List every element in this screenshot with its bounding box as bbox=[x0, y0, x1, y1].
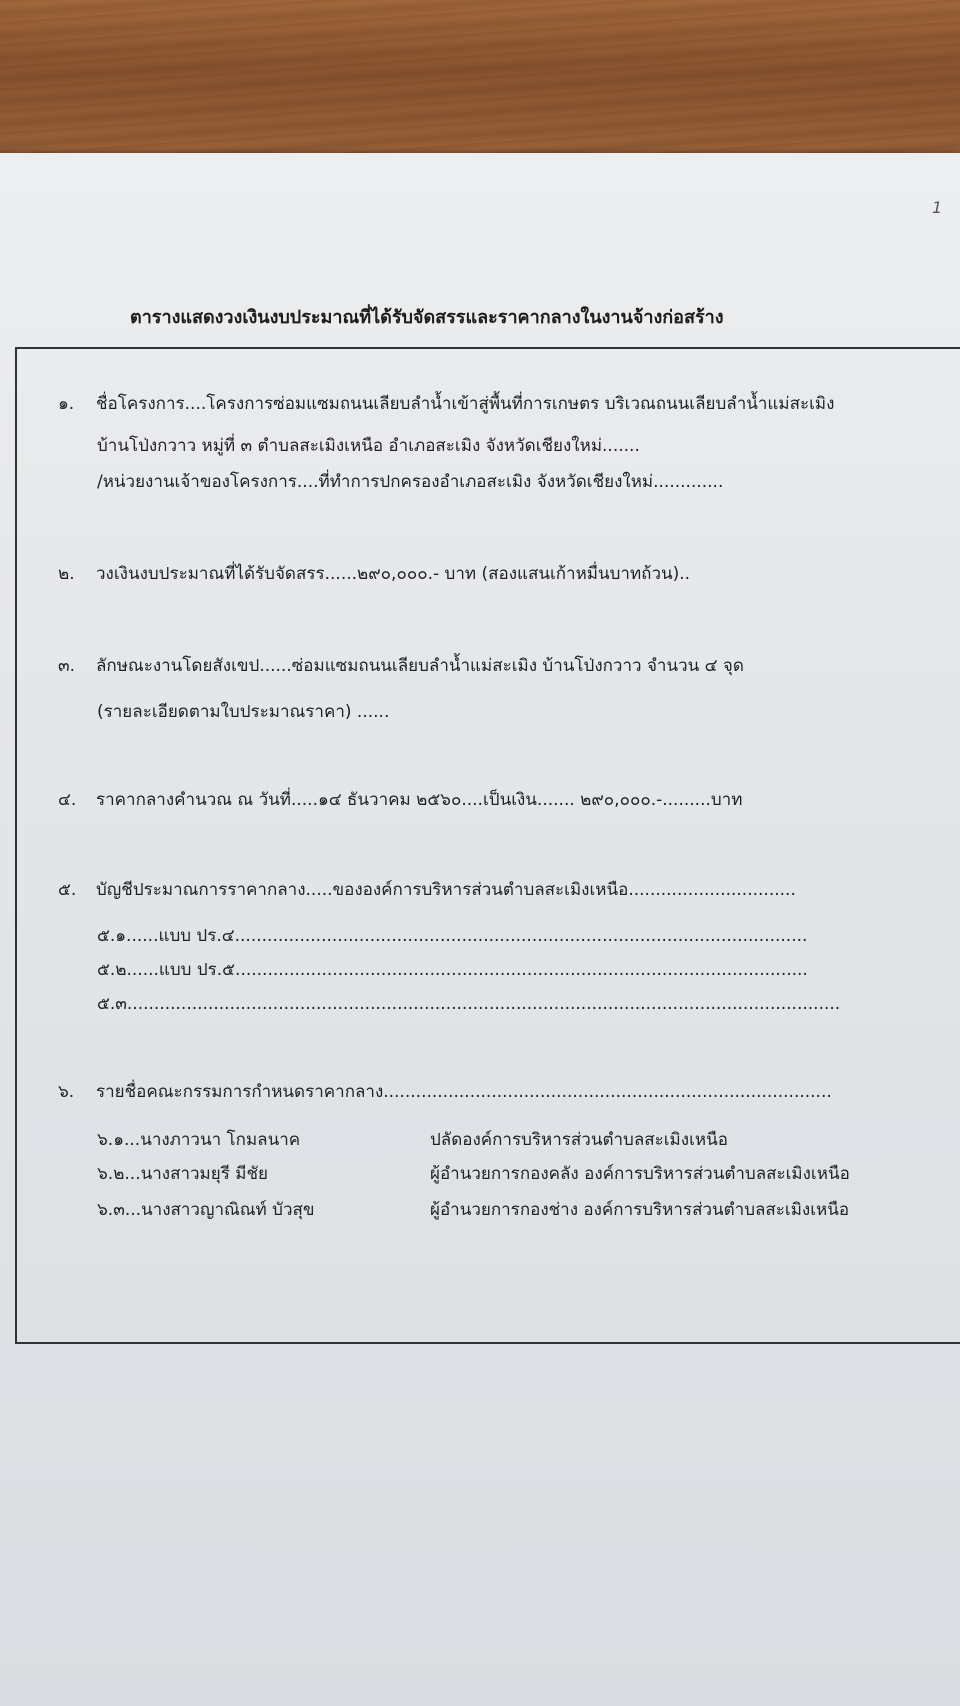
committee-member-1-name: ๖.๑...นางภาวนา โกมลนาค bbox=[97, 1130, 301, 1150]
document-title: ตารางแสดงวงเงินงบประมาณที่ได้รับจัดสรรและราคากลางในงานจ้างก่อสร้าง bbox=[130, 307, 724, 328]
item-3-line-1 bbox=[58, 652, 744, 679]
item-6-number: ๖. bbox=[58, 1082, 75, 1102]
item-2-line-1 bbox=[58, 560, 690, 587]
item-3-work-summary: ลักษณะงานโดยสังเขป......ซ่อมแซมถนนเลียบลำน้ำแม่สะเมิง บ้านโป่งกวาว จำนวน ๔ จุด bbox=[96, 656, 744, 676]
item-3-number: ๓. bbox=[58, 656, 76, 676]
handwritten-page-mark: 1 bbox=[932, 198, 943, 217]
committee-member-2-name: ๖.๒...นางสาวมยุรี มีชัย bbox=[97, 1164, 268, 1184]
wooden-desk-background bbox=[0, 0, 960, 160]
committee-member-2-role: ผู้อำนวยการกองคลัง องค์การบริหารส่วนตำบลสะเมิงเหนือ bbox=[430, 1164, 850, 1184]
item-5-sub-1: ๕.๑......แบบ ปร.๔.......................................................................................................... bbox=[97, 926, 808, 946]
item-5-number: ๕. bbox=[58, 880, 77, 900]
item-2-number: ๒. bbox=[58, 564, 75, 584]
item-6-committee-heading: รายชื่อคณะกรรมการกำหนดราคากลาง................................................................................... bbox=[96, 1082, 832, 1102]
item-4-line-1 bbox=[58, 786, 742, 813]
committee-member-3-role: ผู้อำนวยการกองช่าง องค์การบริหารส่วนตำบลสะเมิงเหนือ bbox=[430, 1200, 850, 1220]
committee-member-1-role: ปลัดองค์การบริหารส่วนตำบลสะเมิงเหนือ bbox=[430, 1130, 728, 1150]
committee-member-3-name: ๖.๓...นางสาวญาณิณท์ บัวสุข bbox=[97, 1200, 315, 1220]
item-5-sub-3: ๕.๓.................................................................................................................................... bbox=[97, 994, 841, 1014]
item-4-number: ๔. bbox=[58, 790, 77, 810]
item-1-line-2: บ้านโป่งกวาว หมู่ที่ ๓ ตำบลสะเมิงเหนือ อำเภอสะเมิง จังหวัดเชียงใหม่....... bbox=[97, 436, 640, 456]
item-3-line-2: (รายละเอียดตามใบประมาณราคา) ...... bbox=[97, 702, 390, 722]
item-6-line-1 bbox=[58, 1078, 832, 1105]
item-5-line-1 bbox=[58, 876, 796, 903]
item-5-estimate-list: บัญชีประมาณการราคากลาง.....ขององค์การบริหารส่วนตำบลสะเมิงเหนือ............................... bbox=[96, 880, 796, 900]
item-1-number: ๑. bbox=[58, 394, 75, 414]
item-2-budget: วงเงินงบประมาณที่ได้รับจัดสรร......๒๙๐,๐๐๐.- บาท (สองแสนเก้าหมื่นบาทถ้วน).. bbox=[96, 564, 691, 584]
item-1-line-3: /หน่วยงานเจ้าของโครงการ....ที่ทำการปกครองอำเภอสะเมิง จังหวัดเชียงใหม่............. bbox=[97, 472, 724, 492]
item-1-project-name: ชื่อโครงการ....โครงการซ่อมแซมถนนเลียบลำน้ำเข้าสู่พื้นที่การเกษตร บริเวณถนนเลียบลำน้ำแม่สะเมิง bbox=[96, 394, 835, 414]
content-frame bbox=[15, 347, 960, 1344]
item-1-line-1 bbox=[58, 390, 834, 417]
item-5-sub-2: ๕.๒......แบบ ปร.๕.......................................................................................................... bbox=[97, 960, 808, 980]
item-4-median-price: ราคากลางคำนวณ ณ วันที่.....๑๔ ธันวาคม ๒๕๖๐....เป็นเงิน....... ๒๙๐,๐๐๐.-.........บาท bbox=[96, 790, 743, 810]
